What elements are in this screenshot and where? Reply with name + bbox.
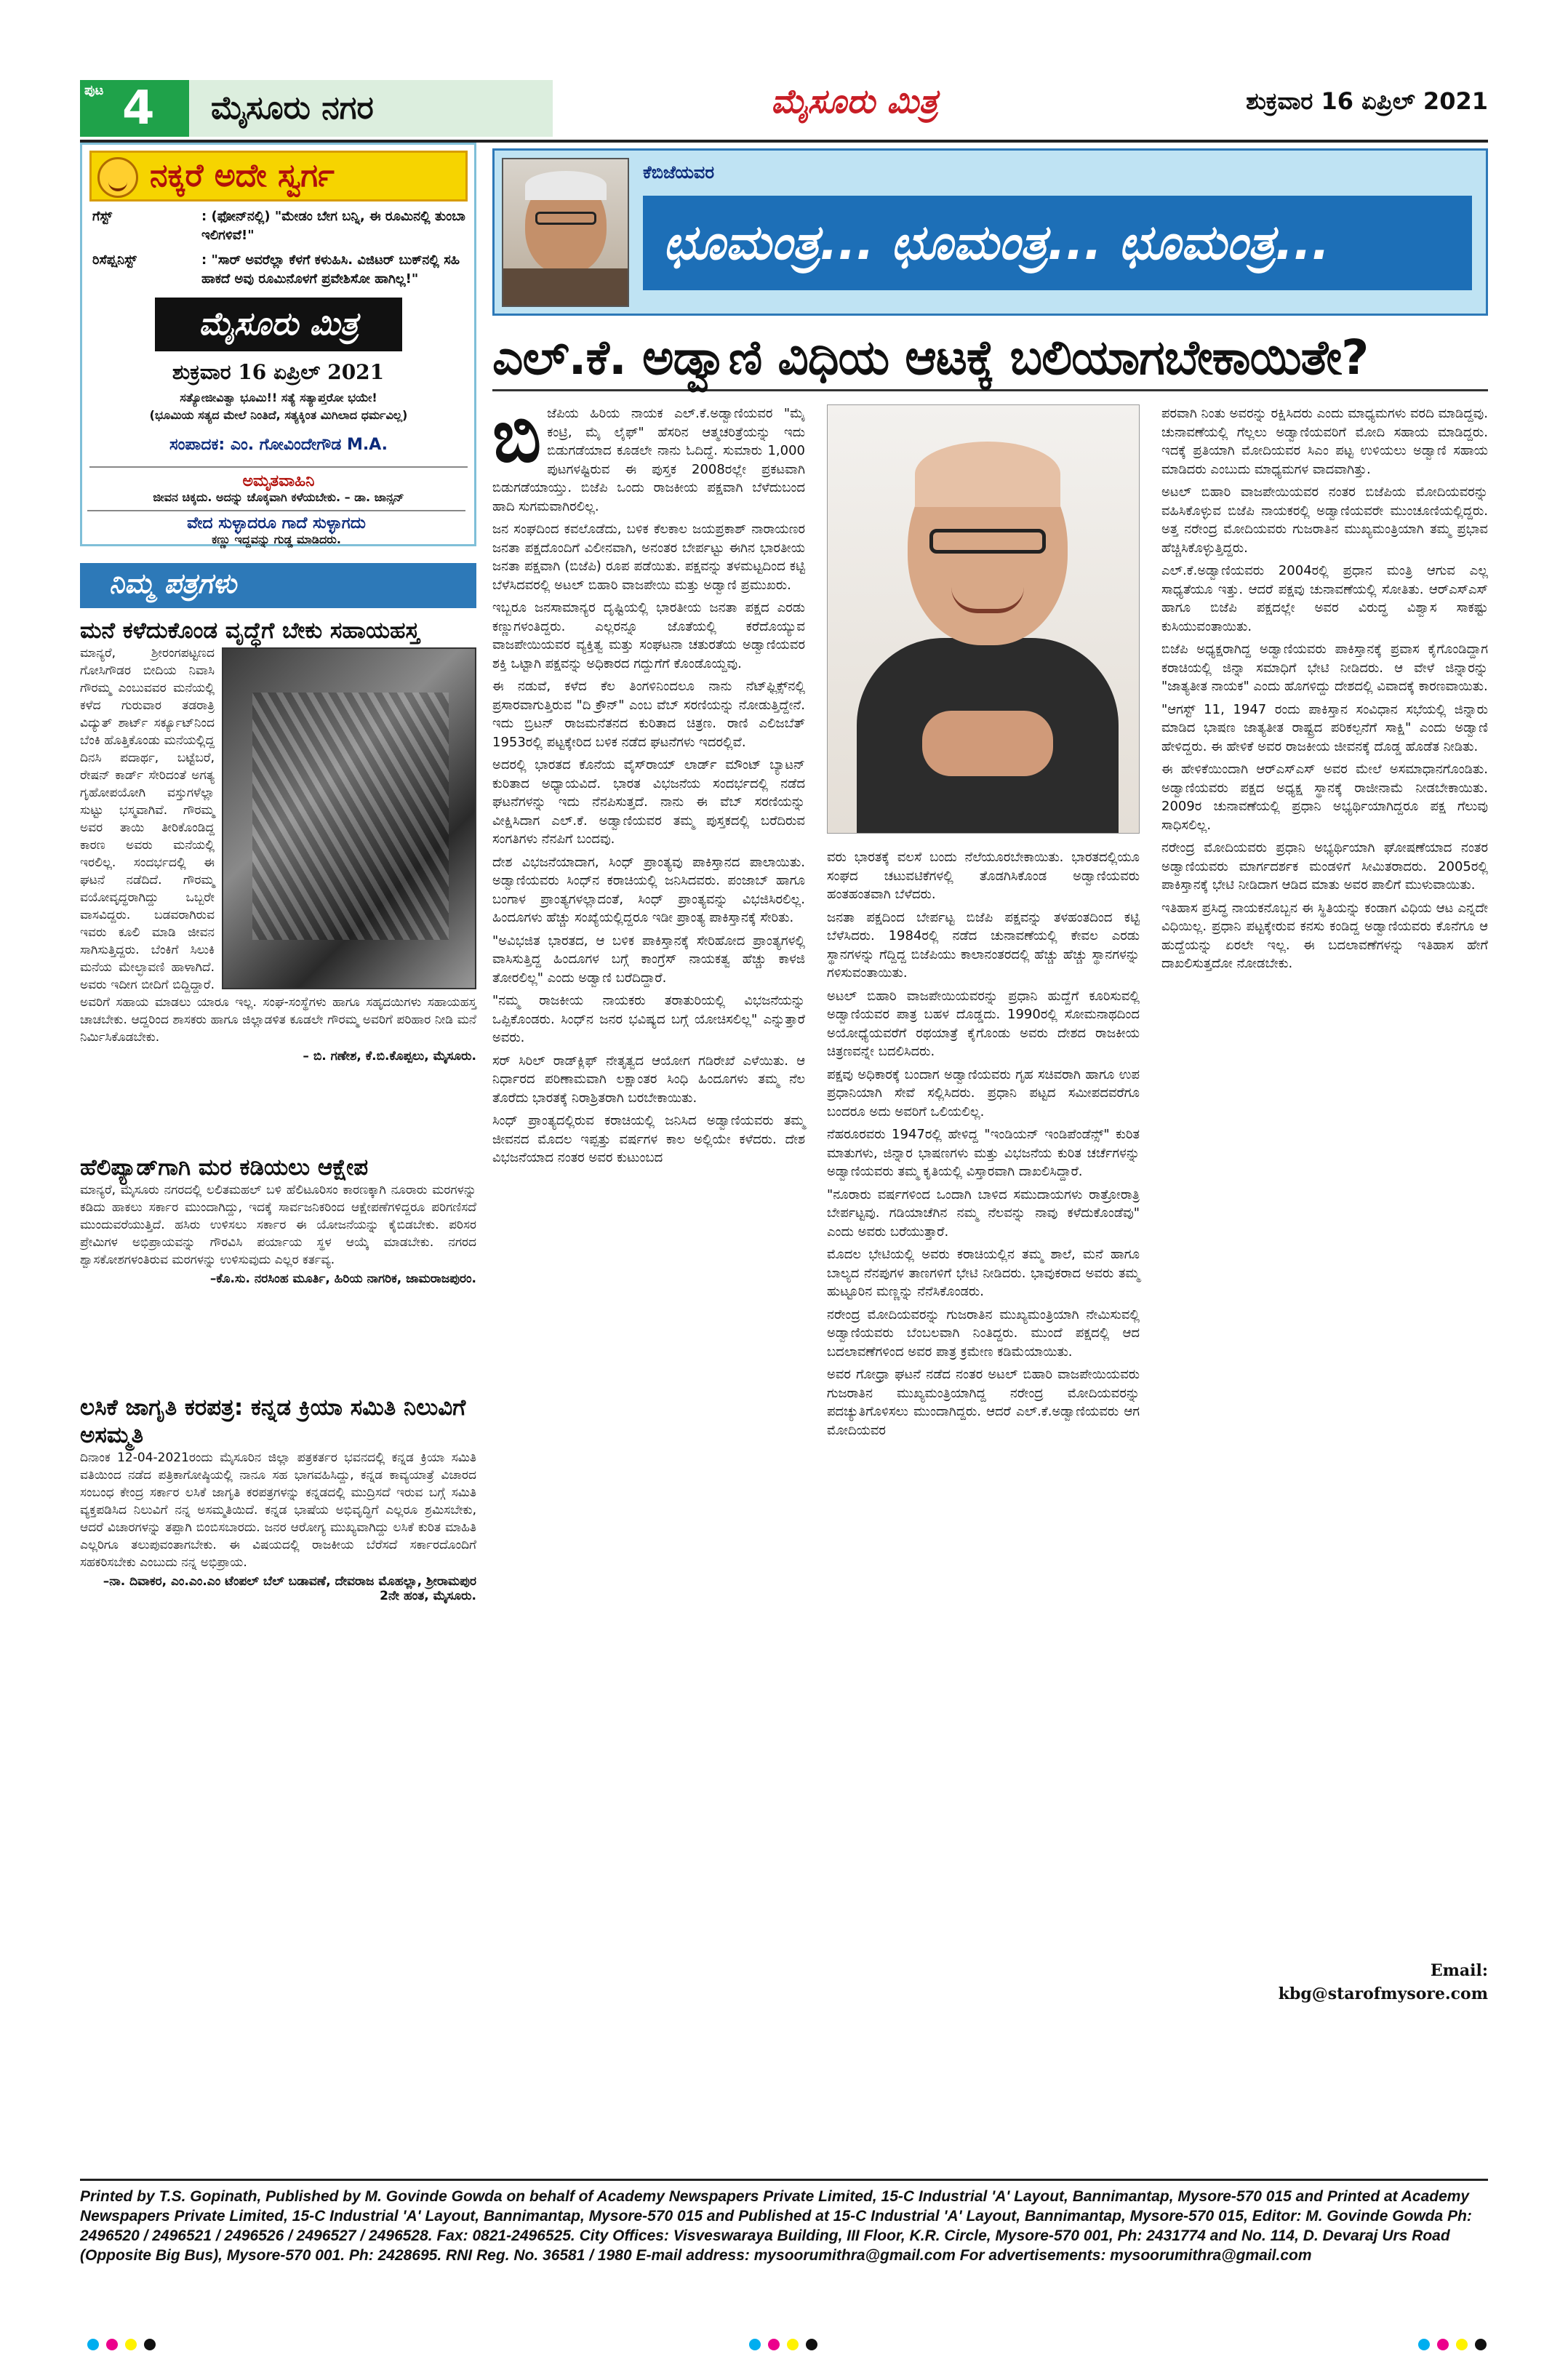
paragraph: ಅವರ ಗೋಧ್ರಾ ಘಟನೆ ನಡೆದ ನಂತರ ಅಟಲ್ ಬಿಹಾರಿ ವಾಜಪೇಯಿಯವರು ಗುಜರಾತಿನ ಮುಖ್ಯಮಂತ್ರಿಯಾಗಿದ್ದ ನರೇಂದ್ರ ಮೋದಿಯವರನ್ನು ಪದಚ್ಯುತಿಗೊಳಿಸಲು ಮುಂದಾಗಿದ್ದರು. ಆದರೆ ಎಲ್.ಕೆ.ಅಡ್ವಾಣಿಯವರು ಆಗ ಮೋದಿಯವರ — [827, 1367, 1140, 1438]
quote-title: ಅಮೃತವಾಹಿನಿ — [242, 472, 315, 490]
column-banner — [492, 148, 1488, 316]
paragraph: ನೆಹರೂರವರು 1947ರಲ್ಲಿ ಹೇಳಿದ್ದ "ಇಂಡಿಯನ್ ಇಂಡಿಪೆಂಡೆನ್ಸ್" ಕುರಿತ ಮಾತುಗಳು, ಜಿನ್ನಾರ ಭಾಷಣಗಳು ಮತ್ತು ವಿಭಜನೆಯ ಕುರಿತ ಚರ್ಚೆಗಳನ್ನು ಅಡ್ವಾಣಿಯವರು ತಮ್ಮ ಕೃತಿಯಲ್ಲಿ ವಿಸ್ತಾರವಾಗಿ ದಾಖಲಿಸಿದ್ದಾರೆ. — [827, 1127, 1140, 1179]
color-registration-marks — [87, 2339, 156, 2350]
nameplate-motto — [89, 389, 468, 424]
paragraph: ಅಟಲ್ ಬಿಹಾರಿ ವಾಜಪೇಯಿಯವರನ್ನು ಪ್ರಧಾನಿ ಹುದ್ದೆಗೆ ಕೂರಿಸುವಲ್ಲಿ ಅಡ್ವಾಣಿಯವರ ಪಾತ್ರ ಬಹಳ ದೊಡ್ಡದು. 1990ರಲ್ಲಿ ಸೋಮನಾಥದಿಂದ ಅಯೋಧ್ಯೆಯವರೆಗೆ ರಥಯಾತ್ರೆ ಕೈಗೊಂಡು ಅವರು ದೇಶದ ರಾಜಕೀಯ ಚಿತ್ರಣವನ್ನೇ ಬದಲಿಸಿದರು. — [827, 988, 1140, 1059]
letter-signature: –ನಾ. ದಿವಾಕರ, ಎಂ.ಎಂ.ಎಂ ಟೆಂಪಲ್ ಬೆಲ್ ಬಡಾವಣೆ, ದೇವರಾಜ ಮೊಹಲ್ಲಾ, ಶ್ರೀರಾಮಪುರ 2ನೇ ಹಂತ, ಮೈಸೂರು. — [103, 1574, 476, 1603]
speaker: ಗೆಸ್ಟ್ — [92, 209, 113, 224]
motto-translation: (ಭೂಮಿಯ ಸತ್ಯದ ಮೇಲೆ ನಿಂತಿದೆ, ಸತ್ಯಕ್ಕಿಂತ ಮಿಗಿಲಾದ ಧರ್ಮವಿಲ್ಲ) — [149, 408, 408, 422]
letter-body: ಮಾನ್ಯರೆ, ಶ್ರೀರಂಗಪಟ್ಟಣದ ಗೋಸಿಗೌಡರ ಬೀದಿಯ ನಿವಾಸಿ ಗೌರಮ್ಮ ಎಂಬುವವರ ಮನೆಯಲ್ಲಿ ಕಳೆದ ಗುರುವಾರ ತಡರಾತ್ರಿ ವಿದ್ಯುತ್ ಶಾರ್ಟ್ ಸರ್ಕ್ಯೂಟ್‌ನಿಂದ ಬೆಂಕಿ ಹೊತ್ತಿಕೊಂಡು ಮನೆಯಲ್ಲಿದ್ದ ದಿನಸಿ ಪದಾರ್ಥ, ಬಟ್ಟೆಬರೆ, ರೇಷನ್ ಕಾರ್ಡ್ ಸೇರಿದಂತೆ ಅಗತ್ಯ ಗೃಹೋಪಯೋಗಿ ವಸ್ತುಗಳೆಲ್ಲಾ ಸುಟ್ಟು ಭಸ್ಮವಾಗಿವೆ. ಗೌರಮ್ಮ ಅವರ ತಾಯಿ ತೀರಿಕೊಂಡಿದ್ದ ಕಾರಣ ಅವರು ಮನೆಯಲ್ಲಿ ಇರಲಿಲ್ಲ. ಸಂದರ್ಭದಲ್ಲಿ ಈ ಘಟನೆ ನಡೆದಿದೆ. ಗೌರಮ್ಮ ವಯೋವೃದ್ಧರಾಗಿದ್ದು ಒಬ್ಬರೇ ವಾಸವಿದ್ದರು. ಬಡವರಾಗಿರುವ ಇವರು ಕೂಲಿ ಮಾಡಿ ಜೀವನ ಸಾಗಿಸುತ್ತಿದ್ದರು. ಬೆಂಕಿಗೆ ಸಿಲುಕಿ ಮನೆಯ ಮೇಲ್ಛಾವಣಿ ಹಾಳಾಗಿದೆ. ಅವರು ಇದೀಗ ಬೀದಿಗೆ ಬಿದ್ದಿದ್ದಾರೆ. ಅವರಿಗೆ ಸಹಾಯ ಮಾಡಲು ಯಾರೂ ಇಲ್ಲ. ಸಂಘ-ಸಂಸ್ಥೆಗಳು ಹಾಗೂ ಸಹೃದಯಿಗಳು ಸಹಾಯಹಸ್ತ ಚಾಚಬೇಕು. ಆದ್ದರಿಂದ ಶಾಸಕರು ಹಾಗೂ ಜಿಲ್ಲಾಡಳಿತ ಕೂಡಲೇ ಗೌರಮ್ಮ ಅವರಿಗೆ ಪರಿಹಾರ ನೀಡಿ ಮನೆ ನಿರ್ಮಿಸಿಕೊಡಬೇಕು. — [80, 646, 476, 1045]
paragraph: ನರೇಂದ್ರ ಮೋದಿಯವರು ಪ್ರಧಾನಿ ಅಭ್ಯರ್ಥಿಯಾಗಿ ಘೋಷಣೆಯಾದ ನಂತರ ಅಡ್ವಾಣಿಯವರು ಮಾರ್ಗದರ್ಶಕ ಮಂಡಳಿಗೆ ಸೀಮಿತರಾದರು. 2005ರಲ್ಲಿ ಪಾಕಿಸ್ತಾನಕ್ಕೆ ಭೇಟಿ ನೀಡಿದಾಗ ಆಡಿದ ಮಾತು ಅವರ ಪಾಲಿಗೆ ಮುಳುವಾಯಿತು. — [1161, 840, 1488, 893]
paragraph: "ಆಗಸ್ಟ್ 11, 1947 ರಂದು ಪಾಕಿಸ್ತಾನ ಸಂವಿಧಾನ ಸಭೆಯಲ್ಲಿ ಜಿನ್ನಾರು ಮಾಡಿದ ಭಾಷಣ ಜಾತ್ಯತೀತ ರಾಷ್ಟ್ರದ ಪರಿಕಲ್ಪನೆಗೆ ಸಾಕ್ಷಿ" ಎಂದು ಅಡ್ವಾಣಿ ಹೇಳಿದ್ದರು. ಈ ಹೇಳಿಕೆ ಅವರ ರಾಜಕೀಯ ಜೀವನಕ್ಕೆ ದೊಡ್ಡ ಹೊಡೆತ ನೀಡಿತು. — [1161, 701, 1488, 754]
advani-photo — [827, 404, 1140, 834]
article-body — [492, 393, 1488, 2003]
letter-body: ಮಾನ್ಯರೆ, ಮೈಸೂರು ನಗರದಲ್ಲಿ ಲಲಿತಮಹಲ್ ಬಳಿ ಹೆಲಿಟೂರಿಸಂ ಕಾರಣಕ್ಕಾಗಿ ನೂರಾರು ಮರಗಳನ್ನು ಕಡಿದು ಹಾಕಲು ಸರ್ಕಾರ ಮುಂದಾಗಿದ್ದು, ಇದಕ್ಕೆ ಸಾರ್ವಜನಿಕರಿಂದ ಆಕ್ಷೇಪಣೆಗಳಿದ್ದರೂ ಪರಿಗಣಿಸದೆ ಮುಂದುವರೆಯುತ್ತಿದೆ. ಹಸಿರು ಉಳಿಸಲು ಸರ್ಕಾರ ಈ ಯೋಜನೆಯನ್ನು ಕೈಬಿಡಬೇಕು. ಪರಿಸರ ಪ್ರೇಮಿಗಳ ಅಭಿಪ್ರಾಯವನ್ನು ಗೌರವಿಸಿ ಪರ್ಯಾಯ ಸ್ಥಳ ಆಯ್ಕೆ ಮಾಡಬೇಕು. ನಗರದ ಶ್ವಾಸಕೋಶಗಳಂತಿರುವ ಮರಗಳನ್ನು ಉಳಿಸುವುದು ಎಲ್ಲರ ಕರ್ತವ್ಯ. — [80, 1183, 476, 1267]
letter-body: ದಿನಾಂಕ 12-04-2021ರಂದು ಮೈಸೂರಿನ ಜಿಲ್ಲಾ ಪತ್ರಕರ್ತರ ಭವನದಲ್ಲಿ ಕನ್ನಡ ಕ್ರಿಯಾ ಸಮಿತಿ ವತಿಯಿಂದ ನಡೆದ ಪತ್ರಿಕಾಗೋಷ್ಠಿಯಲ್ಲಿ ನಾನೂ ಸಹ ಭಾಗವಹಿಸಿದ್ದು, ಕನ್ನಡ ಕಾವ್ಯಯಾತ್ರೆ ವಿಚಾರದ ಸಂಬಂಧ ಕೇಂದ್ರ ಸರ್ಕಾರ ಲಸಿಕೆ ಜಾಗೃತಿ ಕರಪತ್ರಗಳನ್ನು ಕನ್ನಡದಲ್ಲಿ ಮುದ್ರಿಸದೆ ಇರುವ ಬಗ್ಗೆ ಸಮಿತಿ ವ್ಯಕ್ತಪಡಿಸಿದ ನಿಲುವಿಗೆ ನನ್ನ ಅಸಮ್ಮತಿಯಿದೆ. ಕನ್ನಡ ಭಾಷೆಯ ಅಭಿವೃದ್ಧಿಗೆ ಎಲ್ಲರೂ ಶ್ರಮಿಸಬೇಕು, ಆದರೆ ವಿಚಾರಗಳನ್ನು ತಪ್ಪಾಗಿ ಬಿಂಬಿಸಬಾರದು. ಜನರ ಆರೋಗ್ಯ ಮುಖ್ಯವಾಗಿದ್ದು ಲಸಿಕೆ ಕುರಿತ ಮಾಹಿತಿ ಎಲ್ಲರಿಗೂ ತಲುಪುವಂತಾಗಬೇಕು. ಈ ವಿಷಯದಲ್ಲಿ ರಾಜಕೀಯ ಬೆರೆಸದೆ ಸರ್ಕಾರದೊಂದಿಗೆ ಸಹಕರಿಸಬೇಕು ಎಂಬುದು ನನ್ನ ಅಭಿಪ್ರಾಯ. — [80, 1451, 476, 1570]
article-column-1 — [492, 393, 805, 1172]
letter-signature: –ಕೊ.ಸು. ನರಸಿಂಹ ಮೂರ್ತಿ, ಹಿರಿಯ ನಾಗರಿಕ, ಜಾಮರಾಜಪುರಂ. — [209, 1272, 476, 1286]
color-registration-marks — [749, 2339, 817, 2350]
print-line: Printed by T.S. Gopinath, Published by M. Govinde Gowda on behalf of Academy Newspapers Private Limited, 15-C Industrial 'A' Layout, Bannimantap, Mysore-570 015 and Printed at Academy Newspapers Private Limited, 15-C Industrial 'A' Layout, Bannimantap, Mysore-570 015 and Published at 15-C Industrial 'A' Layout, Bannimantap, Mysore-570 015, Editor: M. Govinde Gowda Ph: 2496520 / 2496521 / 2496526 / 2496527 / 2496528. Fax: 0821-2496525. City Offices: Visveswaraya Building, III Floor, K.R. Circle, Mysore-570 001, Ph: 2431774 and No. 114, D. Devaraj Urs Road (Opposite Big Bus), Mysore-570 001. Ph: 2428695. RNI Reg. No. 36581 / 1980 E-mail address: mysoorumithra@gmail.com For advertisements: mysoorumithra@gmail.com — [80, 2179, 1488, 2265]
paragraph: ಮೊದಲ ಭೇಟಿಯಲ್ಲಿ ಅವರು ಕರಾಚಿಯಲ್ಲಿನ ತಮ್ಮ ಶಾಲೆ, ಮನೆ ಹಾಗೂ ಬಾಲ್ಯದ ನೆನಪುಗಳ ತಾಣಗಳಿಗೆ ಭೇಟಿ ನೀಡಿದರು. ಭಾವುಕರಾದ ಅವರು ತಮ್ಮ ಹುಟ್ಟೂರಿನ ಮಣ್ಣನ್ನು ನೆನೆಸಿಕೊಂಡರು. — [827, 1247, 1140, 1299]
paragraph: ಈ ನಡುವೆ, ಕಳೆದ ಕೆಲ ತಿಂಗಳಿನಿಂದಲೂ ನಾನು ನೆಟ್‌ಫ್ಲಿಕ್ಸ್‌ನಲ್ಲಿ ಪ್ರಸಾರವಾಗುತ್ತಿರುವ "ದಿ ಕ್ರೌನ್" ಎಂಬ ವೆಬ್ ಸರಣಿಯನ್ನು ನೋಡುತ್ತಿದ್ದೇನೆ. ಇದು ಬ್ರಿಟನ್ ರಾಜಮನೆತನದ ಕುರಿತಾದ ಚಿತ್ರಣ. ರಾಣಿ ಎಲಿಜಬೆತ್ 1953ರಲ್ಲಿ ಪಟ್ಟಕ್ಕೇರಿದ ಬಳಿಕ ನಡೆದ ಘಟನೆಗಳು ಇದರಲ್ಲಿವೆ. — [492, 679, 805, 750]
fire-damage-photo — [222, 647, 476, 989]
letters-heading: ನಿಮ್ಮ ಪತ್ರಗಳು — [109, 567, 237, 599]
quote-box — [89, 466, 468, 505]
drop-cap: ಬಿ — [492, 393, 542, 479]
email-label: Email: — [1430, 1961, 1488, 1980]
quote-text: ಜೀವನ ಚಿಕ್ಕದು. ಅದನ್ನು ಚೊಕ್ಕವಾಗಿ ಕಳೆಯಬೇಕು. – ಡಾ. ಜಾನ್ಸನ್ — [153, 490, 404, 504]
humor-box — [80, 143, 476, 546]
letter-item — [80, 617, 476, 1064]
page-number-block — [80, 80, 189, 137]
letter-title: ಲಸಿಕೆ ಜಾಗೃತಿ ಕರಪತ್ರ: ಕನ್ನಡ ಕ್ರಿಯಾ ಸಮಿತಿ ನಿಲುವಿಗೆ ಅಸಮ್ಮತಿ — [80, 1395, 466, 1448]
nameplate-date: ಶುಕ್ರವಾರ 16 ಏಪ್ರಿಲ್ 2021 — [172, 360, 385, 384]
proverb-box — [87, 510, 465, 547]
page-number: 4 — [122, 81, 155, 135]
paragraph: ಸರ್ ಸಿರಿಲ್ ರಾಡ್‌ಕ್ಲಿಫ್ ನೇತೃತ್ವದ ಆಯೋಗ ಗಡಿರೇಖೆ ಎಳೆಯಿತು. ಆ ನಿರ್ಧಾರದ ಪರಿಣಾಮವಾಗಿ ಲಕ್ಷಾಂತರ ಸಿಂಧಿ ಹಿಂದೂಗಳು ತಮ್ಮ ನೆಲ ತೊರೆದು ಭಾರತಕ್ಕೆ ನಿರಾಶ್ರಿತರಾಗಿ ಬರಬೇಕಾಯಿತು. — [492, 1053, 805, 1106]
letter-title: ಹೆಲಿಪ್ಯಾಡ್‌ಗಾಗಿ ಮರ ಕಡಿಯಲು ಆಕ್ಷೇಪ — [80, 1154, 369, 1181]
line-text: : (ಫೋನ್‌ನಲ್ಲಿ) "ಮೇಡಂ ಬೇಗ ಬನ್ನಿ, ಈ ರೂಮಿನಲ್ಲಿ ತುಂಬಾ ಇಲಿಗಳಿವೆ!" — [201, 209, 465, 243]
newspaper-nameplate: ಮೈಸೂರು ಮಿತ್ರ — [155, 298, 402, 351]
column-title: ಛೂಮಂತ್ರ... ಛೂಮಂತ್ರ... ಛೂಮಂತ್ರ... — [643, 196, 1472, 290]
paragraph: "ನೂರಾರು ವರ್ಷಗಳಿಂದ ಒಂದಾಗಿ ಬಾಳಿದ ಸಮುದಾಯಗಳು ರಾತ್ರೋರಾತ್ರಿ ಬೇರ್ಪಟ್ಟವು. ಗಡಿಯಾಚೆಗಿನ ನಮ್ಮ ನೆಲವನ್ನು ನಾವು ಕಳೆದುಕೊಂಡೆವು" ಎಂದು ಅವರು ಬರೆಯುತ್ತಾರೆ. — [827, 1186, 1140, 1240]
left-column — [80, 143, 476, 2172]
humor-header — [89, 151, 468, 202]
letters-section-header — [80, 563, 476, 608]
paragraph: "ಅವಿಭಜಿತ ಭಾರತದ, ಆ ಬಳಿಕ ಪಾಕಿಸ್ತಾನಕ್ಕೆ ಸೇರಿಹೋದ ಪ್ರಾಂತ್ಯಗಳಲ್ಲಿ ವಾಸಿಸುತ್ತಿದ್ದ ಹಿಂದೂಗಳ ಬಗ್ಗೆ ಕಾಂಗ್ರೆಸ್ ನಾಯಕತ್ವ ಹೆಚ್ಚು ಕಾಳಜಿ ತೋರಲಿಲ್ಲ" ಎಂದು ಅಡ್ವಾಣಿ ಬರೆದಿದ್ದಾರೆ. — [492, 933, 805, 986]
proverb-text: ಕಣ್ಣು ಇದ್ದವನ್ನು ಗುಡ್ಡ ಮಾಡಿದರು. — [212, 532, 341, 546]
author-email-link[interactable]: kbg@starofmysore.com — [1278, 1984, 1488, 2003]
paragraph: ಪರವಾಗಿ ನಿಂತು ಅವರನ್ನು ರಕ್ಷಿಸಿದರು ಎಂದು ಮಾಧ್ಯಮಗಳು ವರದಿ ಮಾಡಿದ್ದವು. ಚುನಾವಣೆಯಲ್ಲಿ ಗೆಲ್ಲಲು ಅಡ್ವಾಣಿಯವರಿಗೆ ಮೋದಿ ಸಹಾಯ ಮಾಡಿದ್ದರು. ಇದಕ್ಕೆ ಪ್ರತಿಯಾಗಿ ಮೋದಿಯವರ ಸಿಎಂ ಪಟ್ಟ ಉಳಿಯಲು ಅಡ್ವಾಣಿ ಸಹಾಯ ಮಾಡಿದರು ಎಂಬುದು ಮಾಧ್ಯಮಗಳ ವಾದವಾಗಿತ್ತು. — [1161, 406, 1488, 477]
line-text: : "ಸಾರ್ ಅವರೆಲ್ಲಾ ಕೆಳಗೆ ಕಳುಹಿಸಿ. ವಿಜಿಟರ್ ಬುಕ್‌ನಲ್ಲಿ ಸಹಿ ಹಾಕದೆ ಅವು ರೂಮಿನೊಳಗೆ ಪ್ರವೇಶಿಸೋ ಹಾಗಿಲ್ಲ!" — [201, 252, 460, 287]
motto-line: ಸತ್ಯೋಜೀವಿತ್ವಾ ಭೂಮಿ!! ಸತ್ಯೆ ಸತ್ಯಾಪ್ತರೋ ಭಯೇ! — [180, 391, 377, 404]
paragraph: ನರೇಂದ್ರ ಮೋದಿಯವರನ್ನು ಗುಜರಾತಿನ ಮುಖ್ಯಮಂತ್ರಿಯಾಗಿ ನೇಮಿಸುವಲ್ಲಿ ಅಡ್ವಾಣಿಯವರು ಬೆಂಬಲವಾಗಿ ನಿಂತಿದ್ದರು. ಮುಂದೆ ಪಕ್ಷದಲ್ಲಿ ಆದ ಬದಲಾವಣೆಗಳಿಂದ ಅವರ ಪಾತ್ರ ಕ್ರಮೇಣ ಕಡಿಮೆಯಾಯಿತು. — [827, 1306, 1140, 1360]
page-label: ಪುಟ — [84, 83, 104, 98]
column-article — [492, 143, 1488, 2172]
paragraph: ದೇಶ ವಿಭಜನೆಯಾದಾಗ, ಸಿಂಧ್ ಪ್ರಾಂತ್ಯವು ಪಾಕಿಸ್ತಾನದ ಪಾಲಾಯಿತು. ಅಡ್ವಾಣಿಯವರು ಸಿಂಧ್‌ನ ಕರಾಚಿಯಲ್ಲಿ ಜನಿಸಿದವರು. ಪಂಜಾಬ್ ಹಾಗೂ ಬಂಗಾಳ ಪ್ರಾಂತ್ಯಗಳಲ್ಲಾದಂತೆ, ಸಿಂಧ್ ಪ್ರಾಂತ್ಯವನ್ನು ವಿಭಜಿಸಿರಲಿಲ್ಲ. ಹಿಂದೂಗಳು ಹೆಚ್ಚು ಸಂಖ್ಯೆಯಲ್ಲಿದ್ದರೂ ಇಡೀ ಪ್ರಾಂತ್ಯ ಪಾಕಿಸ್ತಾನಕ್ಕೆ ಸೇರಿತು. — [492, 854, 805, 925]
humor-line — [92, 251, 467, 289]
letter-item — [80, 1154, 476, 1286]
letter-item — [80, 1394, 476, 1603]
letter-title: ಮನೆ ಕಳೆದುಕೊಂಡ ವೃದ್ಧೆಗೆ ಬೇಕು ಸಹಾಯಹಸ್ತ — [80, 618, 420, 644]
article-headline: ಎಲ್.ಕೆ. ಅಡ್ವಾಣಿ ವಿಧಿಯ ಆಟಕ್ಕೆ ಬಲಿಯಾಗಬೇಕಾಯಿತೇ? — [492, 324, 1488, 391]
newspaper-logo: ಮೈಸೂರು ಮಿತ್ರ — [771, 81, 938, 121]
paragraph: ಅಟಲ್ ಬಿಹಾರಿ ವಾಜಪೇಯಿಯವರ ನಂತರ ಬಿಜೆಪಿಯ ಮೋದಿಯವರನ್ನು ವಹಿಸಿಕೊಳ್ಳುವ ಬಿಜೆಪಿ ನಾಯಕರಲ್ಲಿ ಅಡ್ವಾಣಿಯವರೇ ಮುಂಚೂಣಿಯಲ್ಲಿದ್ದರು. ಅತ್ತ ನರೇಂದ್ರ ಮೋದಿಯವರು ಗುಜರಾತಿನ ಮುಖ್ಯಮಂತ್ರಿಯಾಗಿ ತಮ್ಮ ಪ್ರಭಾವ ಹೆಚ್ಚಿಸಿಕೊಳ್ಳುತ್ತಿದ್ದರು. — [1161, 484, 1488, 556]
humor-title: ನಕ್ಕರೆ ಅದೇ ಸ್ವರ್ಗ — [150, 157, 335, 194]
color-registration-marks — [1418, 2339, 1487, 2350]
paragraph: ಎಲ್.ಕೆ.ಅಡ್ವಾಣಿಯವರು 2004ರಲ್ಲಿ ಪ್ರಧಾನ ಮಂತ್ರಿ ಆಗುವ ಎಲ್ಲ ಸಾಧ್ಯತೆಯೂ ಇತ್ತು. ಆದರೆ ಪಕ್ಷವು ಚುನಾವಣೆಯಲ್ಲಿ ಸೋತಿತು. ಆರ್‌ಎಸ್‌ಎಸ್ ಹಾಗೂ ಬಿಜೆಪಿ ಪಕ್ಷದಲ್ಲೇ ಅವರ ವಿರುದ್ಧ ವಿಶ್ವಾಸ ಸಾಕಷ್ಟು ಕುಸಿಯುವಂತಾಯಿತು. — [1161, 563, 1488, 634]
paragraph: ಸಿಂಧ್ ಪ್ರಾಂತ್ಯದಲ್ಲಿರುವ ಕರಾಚಿಯಲ್ಲಿ ಜನಿಸಿದ ಅಡ್ವಾಣಿಯವರು ತಮ್ಮ ಜೀವನದ ಮೊದಲ ಇಪ್ಪತ್ತು ವರ್ಷಗಳ ಕಾಲ ಅಲ್ಲಿಯೇ ಕಳೆದರು. ದೇಶ ವಿಭಜನೆಯಾದ ನಂತರ ಅವರ ಕುಟುಂಬದ — [492, 1113, 805, 1165]
paragraph: ಇತಿಹಾಸ ಪ್ರಸಿದ್ಧ ನಾಯಕನೊಬ್ಬನ ಈ ಸ್ಥಿತಿಯನ್ನು ಕಂಡಾಗ ವಿಧಿಯ ಆಟ ಎನ್ನದೇ ವಿಧಿಯಿಲ್ಲ. ಪ್ರಧಾನಿ ಪಟ್ಟಕ್ಕೇರುವ ಕನಸು ಕಂಡಿದ್ದ ಅಡ್ವಾಣಿಯವರು ಕೊನೆಗೂ ಆ ಹುದ್ದೆಯನ್ನು ಏರಲೇ ಇಲ್ಲ. ಈ ಬದಲಾವಣೆಗಳನ್ನು ಇತಿಹಾಸ ಹೇಗೆ ದಾಖಲಿಸುತ್ತದೋ ನೋಡಬೇಕು. — [1161, 900, 1488, 971]
letter-signature: – ಬಿ. ಗಣೇಶ, ಕೆ.ಬಿ.ಕೊಪ್ಪಲು, ಮೈಸೂರು. — [303, 1049, 476, 1064]
article-column-3 — [1161, 404, 1488, 978]
paragraph: ವರು ಭಾರತಕ್ಕೆ ವಲಸೆ ಬಂದು ನೆಲೆಯೂರಬೇಕಾಯಿತು. ಭಾರತದಲ್ಲಿಯೂ ಸಂಘದ ಚಟುವಟಿಕೆಗಳಲ್ಲಿ ತೊಡಗಿಸಿಕೊಂಡ ಅಡ್ವಾಣಿಯವರು ಹಂತಹಂತವಾಗಿ ಬೆಳೆದರು. — [827, 850, 1140, 902]
paragraph: ಅದರಲ್ಲಿ ಭಾರತದ ಕೊನೆಯ ವೈಸ್‌ರಾಯ್ ಲಾರ್ಡ್ ಮೌಂಟ್ ಬ್ಯಾಟನ್ ಕುರಿತಾದ ಅಧ್ಯಾಯವಿದೆ. ಭಾರತ ವಿಭಜನೆಯ ಸಂದರ್ಭದಲ್ಲಿ ನಡೆದ ಘಟನೆಗಳನ್ನು ಇದು ನೆನಪಿಸುತ್ತದೆ. ನಾನು ಈ ವೆಬ್ ಸರಣಿಯನ್ನು ವೀಕ್ಷಿಸಿದಾಗ ಎಲ್.ಕೆ. ಅಡ್ವಾಣಿಯವರ ತಮ್ಮ ಪುಸ್ತಕದಲ್ಲಿ ಬರೆದಿರುವ ಸಂಗತಿಗಳು ನೆನಪಿಗೆ ಬಂದವು. — [492, 757, 805, 847]
humor-dialogue — [92, 207, 467, 295]
laughing-face-icon — [97, 157, 138, 198]
paragraph: "ನಮ್ಮ ರಾಜಕೀಯ ನಾಯಕರು ತರಾತುರಿಯಲ್ಲಿ ವಿಭಜನೆಯನ್ನು ಒಪ್ಪಿಕೊಂಡರು. ಸಿಂಧ್‌ನ ಜನರ ಭವಿಷ್ಯದ ಬಗ್ಗೆ ಯೋಚಿಸಲಿಲ್ಲ" ಎನ್ನುತ್ತಾರೆ ಅವರು. — [492, 993, 805, 1045]
editor-credit: ಸಂಪಾದಕ: ಎಂ. ಗೋವಿಂದೇಗೌಡ M.A. — [169, 436, 388, 454]
paragraph: ಪಕ್ಷವು ಅಧಿಕಾರಕ್ಕೆ ಬಂದಾಗ ಅಡ್ವಾಣಿಯವರು ಗೃಹ ಸಚಿವರಾಗಿ ಹಾಗೂ ಉಪ ಪ್ರಧಾನಿಯಾಗಿ ಸೇವೆ ಸಲ್ಲಿಸಿದರು. ಪ್ರಧಾನಿ ಪಟ್ಟದ ಸಮೀಪದವರೆಗೂ ಬಂದರೂ ಅದು ಅವರಿಗೆ ಒಲಿಯಲಿಲ್ಲ. — [827, 1066, 1140, 1120]
paragraph: ಈ ಹೇಳಿಕೆಯಿಂದಾಗಿ ಆರ್‌ಎಸ್‌ಎಸ್ ಅವರ ಮೇಲೆ ಅಸಮಾಧಾನಗೊಂಡಿತು. ಅಡ್ವಾಣಿಯವರು ಪಕ್ಷದ ಅಧ್ಯಕ್ಷ ಸ್ಥಾನಕ್ಕೆ ರಾಜೀನಾಮೆ ನೀಡಬೇಕಾಯಿತು. 2009ರ ಚುನಾವಣೆಯಲ್ಲಿ ಪ್ರಧಾನಿ ಅಭ್ಯರ್ಥಿಯಾಗಿದ್ದರೂ ಪಕ್ಷ ಗೆಲುವು ಸಾಧಿಸಲಿಲ್ಲ. — [1161, 762, 1488, 833]
page-masthead — [80, 80, 1488, 138]
speaker: ರಿಸೆಪ್ಷನಿಸ್ಟ್ — [92, 252, 137, 268]
humor-line — [92, 207, 467, 245]
article-column-2 — [827, 848, 1140, 1444]
paragraph: ಜನತಾ ಪಕ್ಷದಿಂದ ಬೇರ್ಪಟ್ಟ ಬಿಜೆಪಿ ಪಕ್ಷವನ್ನು ತಳಹಂತದಿಂದ ಕಟ್ಟಿ ಬೆಳೆಸಿದರು. 1984ರಲ್ಲಿ ನಡೆದ ಚುನಾವಣೆಯಲ್ಲಿ ಕೇವಲ ಎರಡು ಸ್ಥಾನಗಳನ್ನು ಗೆದ್ದಿದ್ದ ಬಿಜೆಪಿಯು ಕಾಲಾನಂತರದಲ್ಲಿ ಹೆಚ್ಚು ಹೆಚ್ಚು ಸ್ಥಾನಗಳನ್ನು ಗಳಿಸುವಂತಾಯಿತು. — [827, 909, 1140, 981]
proverb-title: ವೇದ ಸುಳ್ಳಾದರೂ ಗಾದೆ ಸುಳ್ಳಾಗದು — [187, 514, 366, 532]
columnist-photo — [502, 158, 629, 307]
issue-date: ಶುಕ್ರವಾರ 16 ಏಪ್ರಿಲ್ 2021 — [1246, 87, 1488, 115]
paragraph: ಬಿಜೆಪಿಯ ಹಿರಿಯ ನಾಯಕ ಎಲ್.ಕೆ.ಅಡ್ವಾಣಿಯವರ "ಮೈ ಕಂಟ್ರಿ, ಮೈ ಲೈಫ್" ಹೆಸರಿನ ಆತ್ಮಚರಿತ್ರೆಯನ್ನು ಇದು ಬಿಡುಗಡೆಯಾದ ಕೂಡಲೇ ನಾನು ಓದಿದ್ದೆ. ಸುಮಾರು 1,000 ಪುಟಗಳಷ್ಟಿರುವ ಈ ಪುಸ್ತಕ 2008ರಲ್ಲೇ ಪ್ರಕಟವಾಗಿ ಬಿಡುಗಡೆಯಾಯ್ತು. ಬಿಜೆಪಿ ಒಂದು ರಾಜಕೀಯ ಪಕ್ಷವಾಗಿ ಬೆಳೆದುಬಂದ ಹಾದಿ ಸುಗಮವಾಗಿರಲಿಲ್ಲ. — [492, 393, 805, 514]
columnist-name: ಕೆಬಿಜೆಯವರ — [643, 162, 715, 183]
paragraph: ಜನ ಸಂಘದಿಂದ ಕವಲೊಡೆದು, ಬಳಿಕ ಕೆಲಕಾಲ ಜಯಪ್ರಕಾಶ್ ನಾರಾಯಣರ ಜನತಾ ಪಕ್ಷದೊಂದಿಗೆ ವಿಲೀನವಾಗಿ, ಅನಂತರ ಬೇರ್ಪಟ್ಟು ಈಗಿನ ಭಾರತೀಯ ಜನತಾ ಪಕ್ಷವಾಗಿ (ಬಿಜೆಪಿ) ರೂಪ ಪಡೆಯಿತು. ಪಕ್ಷವನ್ನು ತಳಮಟ್ಟದಿಂದ ಕಟ್ಟಿ ಬೆಳೆಸಿದವರಲ್ಲಿ ಅಟಲ್ ಬಿಹಾರಿ ವಾಜಪೇಯಿ ಮತ್ತು ಅಡ್ವಾಣಿ ಪ್ರಮುಖರು. — [492, 522, 805, 593]
paragraph: ಬಿಜೆಪಿ ಅಧ್ಯಕ್ಷರಾಗಿದ್ದ ಅಡ್ವಾಣಿಯವರು ಪಾಕಿಸ್ತಾನಕ್ಕೆ ಪ್ರವಾಸ ಕೈಗೊಂಡಿದ್ದಾಗ ಕರಾಚಿಯಲ್ಲಿ ಜಿನ್ನಾ ಸಮಾಧಿಗೆ ಭೇಟಿ ನೀಡಿದರು. ಆ ವೇಳೆ ಜಿನ್ನಾರನ್ನು "ಜಾತ್ಯತೀತ ನಾಯಕ" ಎಂದು ಹೊಗಳಿದ್ದು ದೇಶದಲ್ಲಿ ವಿವಾದಕ್ಕೆ ಕಾರಣವಾಯಿತು. — [1161, 642, 1488, 694]
paragraph: ಇಬ್ಬರೂ ಜನಸಾಮಾನ್ಯರ ದೃಷ್ಟಿಯಲ್ಲಿ ಭಾರತೀಯ ಜನತಾ ಪಕ್ಷದ ಎರಡು ಕಣ್ಣುಗಳಂತಿದ್ದರು. ಎಲ್ಲರನ್ನೂ ಜೊತೆಯಲ್ಲಿ ಕರೆದೊಯ್ಯುವ ವಾಜಪೇಯಿಯವರ ವ್ಯಕ್ತಿತ್ವ ಮತ್ತು ಸಂಘಟನಾ ಚತುರತೆಯ ಅಡ್ವಾಣಿಯವರ ಶಕ್ತಿ ಒಟ್ಟಾಗಿ ಪಕ್ಷವನ್ನು ಅಧಿಕಾರದ ಗದ್ದುಗೆಗೆ ಕೊಂಡೊಯ್ದವು. — [492, 600, 805, 671]
section-name: ಮೈಸೂರು ನಗರ — [189, 80, 553, 137]
